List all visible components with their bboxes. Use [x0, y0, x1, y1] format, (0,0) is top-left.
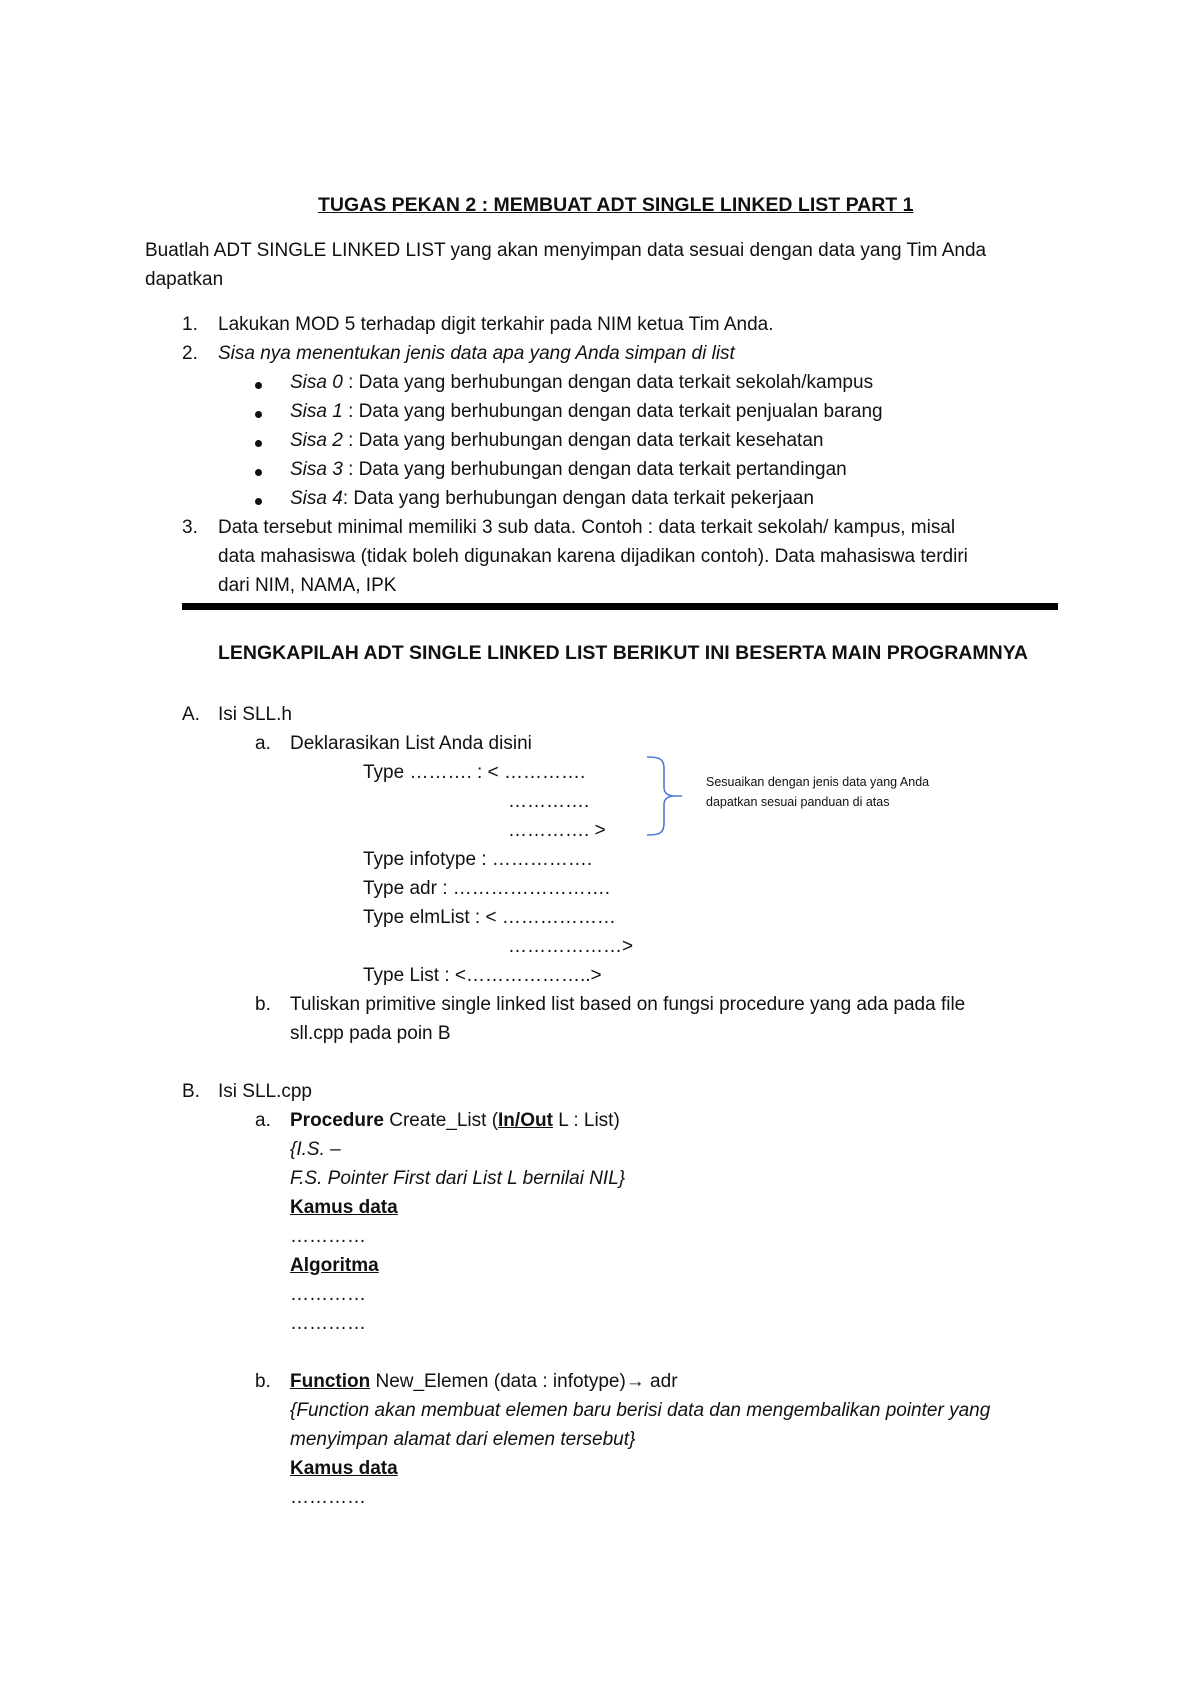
- step-3-line-3: dari NIM, NAMA, IPK: [218, 575, 397, 596]
- step-3-number: 3.: [182, 517, 198, 538]
- placeholder-dots: …………: [290, 1226, 366, 1247]
- step-1-text: Lakukan MOD 5 terhadap digit terkahir pada NIM ketua Tim Anda.: [218, 314, 774, 335]
- adr-declaration: Type adr : …………………….: [363, 878, 611, 899]
- kamus-data-heading: Kamus data: [290, 1458, 398, 1479]
- margin-note-line-2: dapatkan sesuai panduan di atas: [706, 795, 890, 809]
- initial-state-line: {I.S. –: [290, 1139, 341, 1160]
- function-return: adr: [644, 1371, 678, 1392]
- step-3-line-2: data mahasiswa (tidak boleh digunakan karena dijadikan contoh). Data mahasiswa terdiri: [218, 546, 968, 567]
- bullet-dot: [255, 469, 262, 476]
- remainder-desc: : Data yang berhubungan dengan data terkait kesehatan: [342, 430, 824, 451]
- function-name: New_Elemen (data : infotype): [370, 1371, 626, 1392]
- page-title: TUGAS PEKAN 2 : MEMBUAT ADT SINGLE LINKED LIST PART 1: [318, 194, 914, 216]
- inout-keyword: In/Out: [498, 1110, 553, 1131]
- elmlist-declaration-end: ………………>: [508, 936, 634, 957]
- horizontal-divider: [182, 603, 1058, 610]
- remainder-desc: : Data yang berhubungan dengan data terkait penjualan barang: [342, 401, 883, 422]
- final-state-line: F.S. Pointer First dari List L bernilai NIL}: [290, 1168, 626, 1189]
- step-2-number: 2.: [182, 343, 198, 364]
- section-a-item-b-label: b.: [255, 994, 271, 1015]
- function-desc-line-1: {Function akan membuat elemen baru berisi data dan mengembalikan pointer yang: [290, 1400, 991, 1421]
- procedure-signature: [290, 1109, 620, 1133]
- section-a-item-b-line-2: sll.cpp pada poin B: [290, 1023, 451, 1044]
- section-b-title: Isi SLL.cpp: [218, 1081, 312, 1102]
- step-3-line-1: Data tersebut minimal memiliki 3 sub data. Contoh : data terkait sekolah/ kampus, misal: [218, 517, 956, 538]
- section-a-title: Isi SLL.h: [218, 704, 292, 725]
- bullet-dot: [255, 440, 262, 447]
- intro-line-1: Buatlah ADT SINGLE LINKED LIST yang akan menyimpan data sesuai dengan data yang Tim Anda: [145, 240, 987, 261]
- curly-brace-icon: [640, 755, 682, 837]
- list-declaration: Type List : <………………..>: [363, 965, 602, 986]
- remainder-label: Sisa 3: [290, 459, 343, 480]
- function-signature: [290, 1370, 678, 1394]
- step-2-text: Sisa nya menentukan jenis data apa yang Anda simpan di list: [218, 343, 735, 364]
- remainder-label: Sisa 1: [290, 401, 343, 422]
- section-b-item-a-label: a.: [255, 1110, 271, 1131]
- function-desc-line-2: menyimpan alamat dari elemen tersebut}: [290, 1429, 636, 1450]
- section-a-item-a-text: Deklarasikan List Anda disini: [290, 733, 532, 754]
- section-heading: LENGKAPILAH ADT SINGLE LINKED LIST BERIKUT INI BESERTA MAIN PROGRAMNYA: [218, 642, 1028, 664]
- remainder-label: Sisa 0: [290, 372, 343, 393]
- list-item: [290, 429, 823, 453]
- procedure-name: Create_List (: [383, 1110, 499, 1131]
- type-declaration-line: …………. >: [508, 820, 606, 841]
- list-item: [290, 371, 873, 395]
- list-item: [290, 487, 814, 511]
- remainder-label: Sisa 4: [290, 488, 343, 509]
- list-item: [290, 400, 883, 424]
- kamus-data-heading: Kamus data: [290, 1197, 398, 1218]
- placeholder-dots: …………: [290, 1284, 366, 1305]
- remainder-desc: : Data yang berhubungan dengan data terkait pertandingan: [342, 459, 847, 480]
- algoritma-heading: Algoritma: [290, 1255, 379, 1276]
- procedure-keyword: Procedure: [290, 1110, 384, 1131]
- type-declaration-line: ………….: [508, 791, 590, 812]
- bullet-dot: [255, 382, 262, 389]
- section-b-item-b-label: b.: [255, 1371, 271, 1392]
- section-a-label: A.: [182, 704, 200, 725]
- arrow-right-icon: →: [625, 1371, 645, 1392]
- list-item: [290, 458, 847, 482]
- intro-line-2: dapatkan: [145, 269, 224, 290]
- infotype-declaration: Type infotype : …………….: [363, 849, 593, 870]
- type-declaration-line: Type ………. : < ………….: [363, 762, 586, 783]
- function-keyword: Function: [290, 1371, 371, 1392]
- section-b-label: B.: [182, 1081, 200, 1102]
- margin-note-line-1: Sesuaikan dengan jenis data yang Anda: [706, 775, 930, 789]
- remainder-label: Sisa 2: [290, 430, 343, 451]
- section-a-item-b-line-1: Tuliskan primitive single linked list based on fungsi procedure yang ada pada file: [290, 994, 966, 1015]
- procedure-param: L : List): [552, 1110, 620, 1131]
- placeholder-dots: …………: [290, 1487, 366, 1508]
- bullet-dot: [255, 411, 262, 418]
- remainder-desc: : Data yang berhubungan dengan data terkait pekerjaan: [342, 488, 814, 509]
- step-1-number: 1.: [182, 314, 198, 335]
- section-a-item-a-label: a.: [255, 733, 271, 754]
- placeholder-dots: …………: [290, 1313, 366, 1334]
- elmlist-declaration: Type elmList : < ………………: [363, 907, 616, 928]
- bullet-dot: [255, 498, 262, 505]
- remainder-desc: : Data yang berhubungan dengan data terkait sekolah/kampus: [342, 372, 874, 393]
